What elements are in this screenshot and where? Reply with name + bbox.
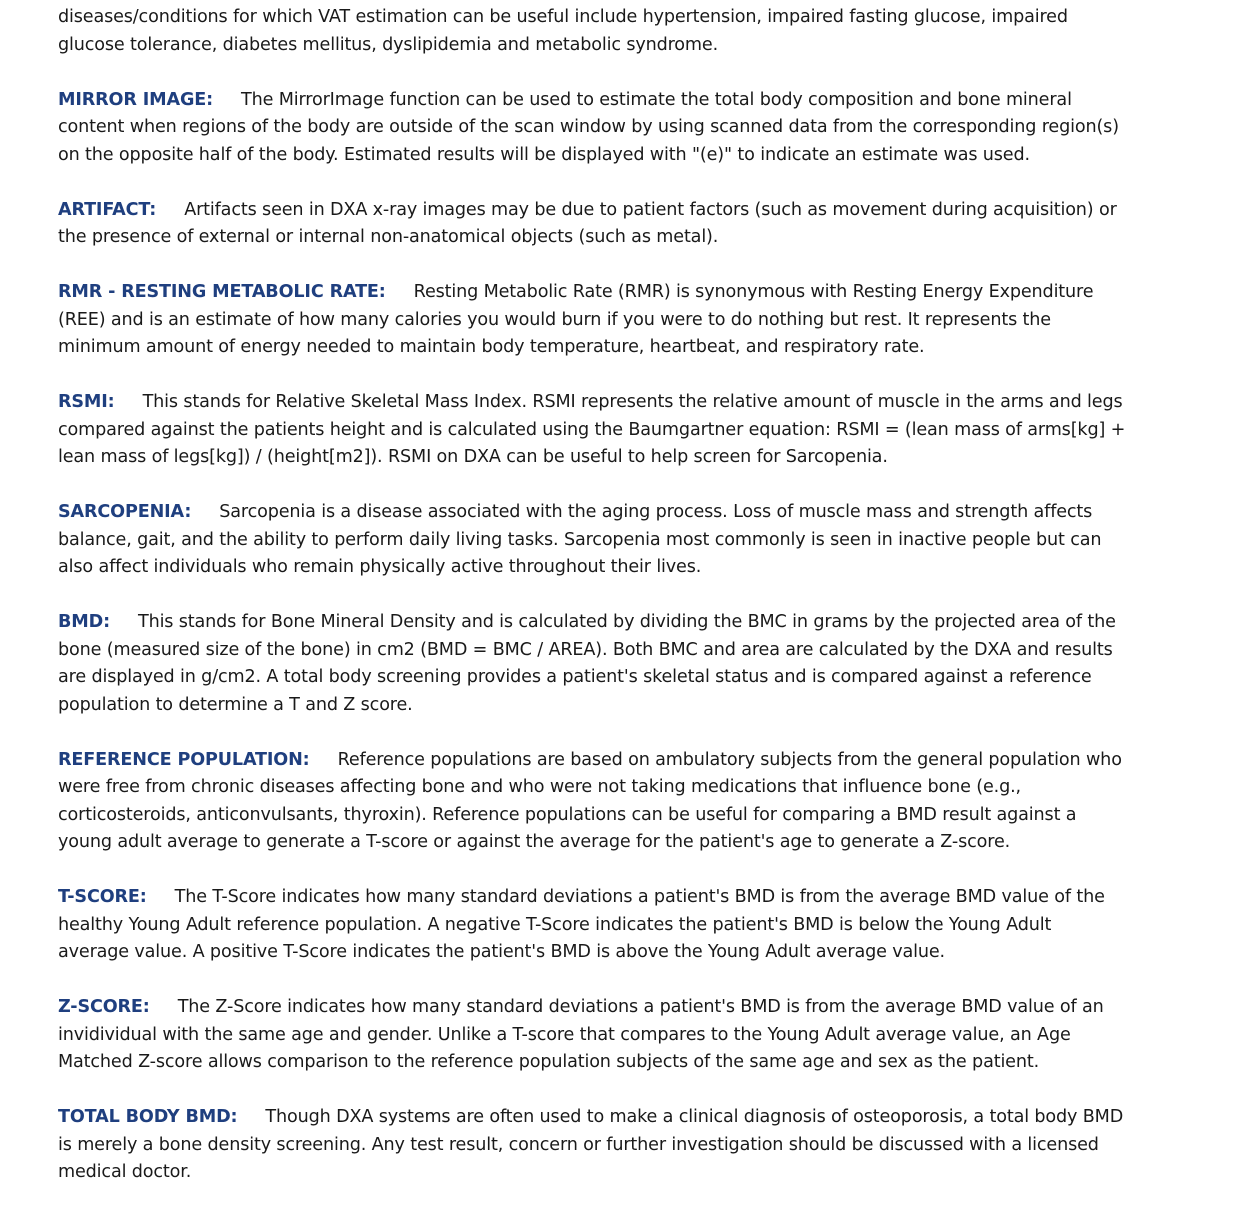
definition-text: Sarcopenia is a disease associated with the aging process. Loss of muscle mass and strength affects	[219, 502, 1093, 522]
glossary-entry	[58, 994, 1218, 1077]
glossary-entry	[58, 389, 1218, 472]
text-line: minimum amount of energy needed to maintain body temperature, heartbeat, and respiratory rate.	[58, 337, 925, 357]
text-line: (REE) and is an estimate of how many calories you would burn if you were to do nothing but rest. It represents the	[58, 309, 1051, 330]
glossary-entry	[58, 197, 1218, 252]
glossary-term: REFERENCE POPULATION:	[58, 749, 310, 770]
text-line: medical doctor.	[58, 1162, 192, 1182]
text-line: on the opposite half of the body. Estimated results will be displayed with "(e)" to indicate an estimate was used.	[58, 144, 1030, 165]
text-line: healthy Young Adult reference population. A negative T-Score indicates the patient's BMD is below the Young Adult	[58, 914, 1052, 935]
definition-text: This stands for Relative Skeletal Mass Index. RSMI represents the relative amount of muscle in the arms and legs	[142, 392, 1123, 412]
glossary-term: RMR - RESTING METABOLIC RATE:	[58, 282, 386, 302]
text-line: content when regions of the body are outside of the scan window by using scanned data from the corresponding region(s)	[58, 117, 1119, 137]
definition-text: Artifacts seen in DXA x-ray images may be due to patient factors (such as movement during acquisition) or	[184, 199, 1117, 220]
glossary-term: RSMI:	[58, 392, 115, 412]
text-line: corticosteroids, anticonvulsants, thyroxin). Reference populations can be useful for comparing a BMD result against a	[58, 804, 1077, 825]
text-line: average value. A positive T-Score indicates the patient's BMD is above the Young Adult average value.	[58, 942, 945, 962]
text-line	[58, 994, 1218, 1022]
text-line	[58, 87, 1218, 115]
text-line	[58, 1104, 1218, 1132]
glossary-term: Z-SCORE:	[58, 997, 150, 1017]
glossary-term: BMD:	[58, 612, 110, 632]
text-line: invidividual with the same age and gender. Unlike a T-score that compares to the Young Adult average value, an Age	[58, 1024, 1071, 1045]
glossary-term: T-SCORE:	[58, 887, 147, 907]
definition-text: This stands for Bone Mineral Density and is calculated by dividing the BMC in grams by the projected area of the	[137, 612, 1116, 632]
text-line	[58, 197, 1218, 225]
text-line	[58, 609, 1218, 637]
glossary-entry	[58, 884, 1218, 967]
intro-paragraph	[58, 4, 1218, 59]
text-line: lean mass of legs[kg]) / (height[m2]). RSMI on DXA can be useful to help screen for Sarcopenia.	[58, 447, 888, 467]
text-line: were free from chronic diseases affecting bone and who were not taking medications that influence bone (e.g.,	[58, 777, 1021, 797]
glossary-entry	[58, 747, 1218, 857]
glossary-term: MIRROR IMAGE:	[58, 89, 213, 110]
text-line	[58, 279, 1218, 307]
definition-text: Though DXA systems are often used to make a clinical diagnosis of osteoporosis, a total body BMD	[265, 1107, 1124, 1127]
text-line: balance, gait, and the ability to perform daily living tasks. Sarcopenia most commonly is seen in inactive people but can	[58, 529, 1102, 550]
text-line: also affect individuals who remain physically active throughout their lives.	[58, 557, 702, 577]
text-line: compared against the patients height and is calculated using the Baumgartner equation: RSMI = (lean mass of arms[kg] +	[58, 419, 1126, 440]
text-line: the presence of external or internal non-anatomical objects (such as metal).	[58, 227, 719, 247]
definition-text: Reference populations are based on ambulatory subjects from the general population who	[337, 749, 1122, 770]
glossary-entry	[58, 499, 1218, 582]
glossary-entry	[58, 609, 1218, 719]
glossary-term: SARCOPENIA:	[58, 502, 192, 522]
glossary-term: ARTIFACT:	[58, 199, 157, 220]
text-line: diseases/conditions for which VAT estimation can be useful include hypertension, impaired fasting glucose, impaired	[58, 7, 1068, 27]
text-line: is merely a bone density screening. Any test result, concern or further investigation should be discussed with a licensed	[58, 1134, 1099, 1155]
definition-text: Resting Metabolic Rate (RMR) is synonymous with Resting Energy Expenditure	[413, 282, 1094, 302]
text-line	[58, 499, 1218, 527]
glossary-entry	[58, 1104, 1218, 1187]
text-line: glucose tolerance, diabetes mellitus, dyslipidemia and metabolic syndrome.	[58, 34, 719, 55]
text-line	[58, 747, 1218, 775]
text-line	[58, 884, 1218, 912]
glossary-term: TOTAL BODY BMD:	[58, 1107, 238, 1127]
text-line: bone (measured size of the bone) in cm2 (BMD = BMC / AREA). Both BMC and area are calculated by the DXA and results	[58, 639, 1113, 660]
text-line	[58, 389, 1218, 417]
definition-text: The MirrorImage function can be used to estimate the total body composition and bone mineral	[241, 89, 1072, 110]
glossary-entry	[58, 87, 1218, 170]
text-line: young adult average to generate a T-score or against the average for the patient's age to generate a Z-score.	[58, 832, 1011, 852]
definition-text: The T-Score indicates how many standard deviations a patient's BMD is from the average BMD value of the	[174, 887, 1105, 907]
text-line: population to determine a T and Z score.	[58, 694, 413, 715]
glossary-document	[58, 4, 1218, 1214]
glossary-entry	[58, 279, 1218, 362]
text-line: Matched Z-score allows comparison to the reference population subjects of the same age and sex as the patient.	[58, 1052, 1040, 1072]
text-line: are displayed in g/cm2. A total body screening provides a patient's skeletal status and is compared against a reference	[58, 667, 1092, 687]
definition-text: The Z-Score indicates how many standard deviations a patient's BMD is from the average BMD value of an	[177, 997, 1104, 1017]
